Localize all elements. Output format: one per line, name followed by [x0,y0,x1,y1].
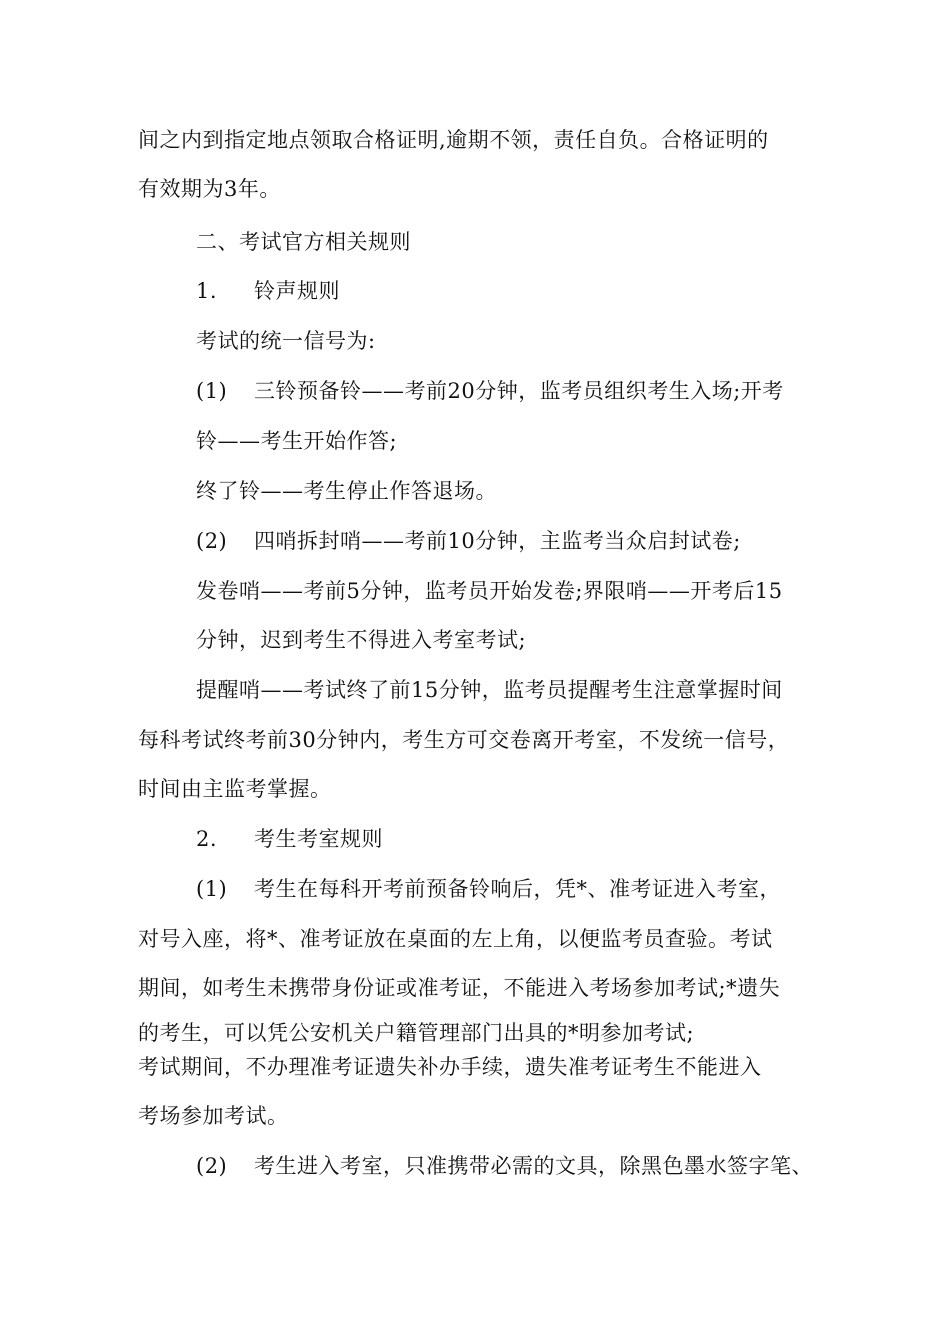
section-heading: 二、考试官方相关规则 [196,230,411,254]
list-number: 1. [196,279,218,303]
paragraph-line: 对号入座，将*、准考证放在桌面的左上角，以便监考员查验。考试 [138,927,773,951]
paragraph-line: 考试期间，不办理准考证遗失补办手续，遗失准考证考生不能进入 [138,1055,762,1079]
paragraph-line: 期间，如考生未携带身份证或准考证，不能进入考场参加考试;*遗失 [138,976,781,1000]
paragraph-line: 考场参加考试。 [138,1104,289,1128]
paragraph-line: 分钟，迟到考生不得进入考室考试; [196,628,527,652]
list-number: 2. [196,827,218,851]
paragraph-line: 每科考试终考前30分钟内，考生方可交卷离开考室，不发统一信号， [138,728,790,752]
paragraph-line: 的考生，可以凭公安机关户籍管理部门出具的*明参加考试; [138,1021,695,1045]
paragraph-line: 考试的统一信号为: [196,329,376,353]
paragraph-line: 提醒哨——考试终了前15分钟，监考员提醒考生注意掌握时间 [196,678,783,702]
list-number: (1) [196,877,228,901]
subsection-heading: 2. 考生考室规则 [196,827,383,851]
list-number: (2) [196,529,228,553]
paragraph-line: 间之内到指定地点领取合格证明,逾期不领，责任自负。合格证明的 [138,128,769,152]
paragraph-line: 终了铃——考生停止作答退场。 [196,479,497,503]
paragraph-line: 铃——考生开始作答; [196,429,398,453]
paragraph-line: 有效期为3年。 [138,177,281,201]
list-number: (1) [196,379,228,403]
list-number: (2) [196,1154,228,1178]
paragraph-line: 发卷哨——考前5分钟，监考员开始发卷;界限哨——开考后15 [196,579,783,603]
list-item-line: (1) 三铃预备铃——考前20分钟，监考员组织考生入场;开考 [196,379,784,403]
paragraph-line: 时间由主监考掌握。 [138,777,332,801]
list-item-line: (1) 考生在每科开考前预备铃响后，凭*、准考证进入考室， [196,877,781,901]
subsection-heading: 1. 铃声规则 [196,279,340,303]
list-item-line: (2) 考生进入考室，只准携带必需的文具，除黑色墨水签字笔、 [196,1154,813,1178]
list-item-line: (2) 四哨拆封哨——考前10分钟，主监考当众启封试卷; [196,529,741,553]
